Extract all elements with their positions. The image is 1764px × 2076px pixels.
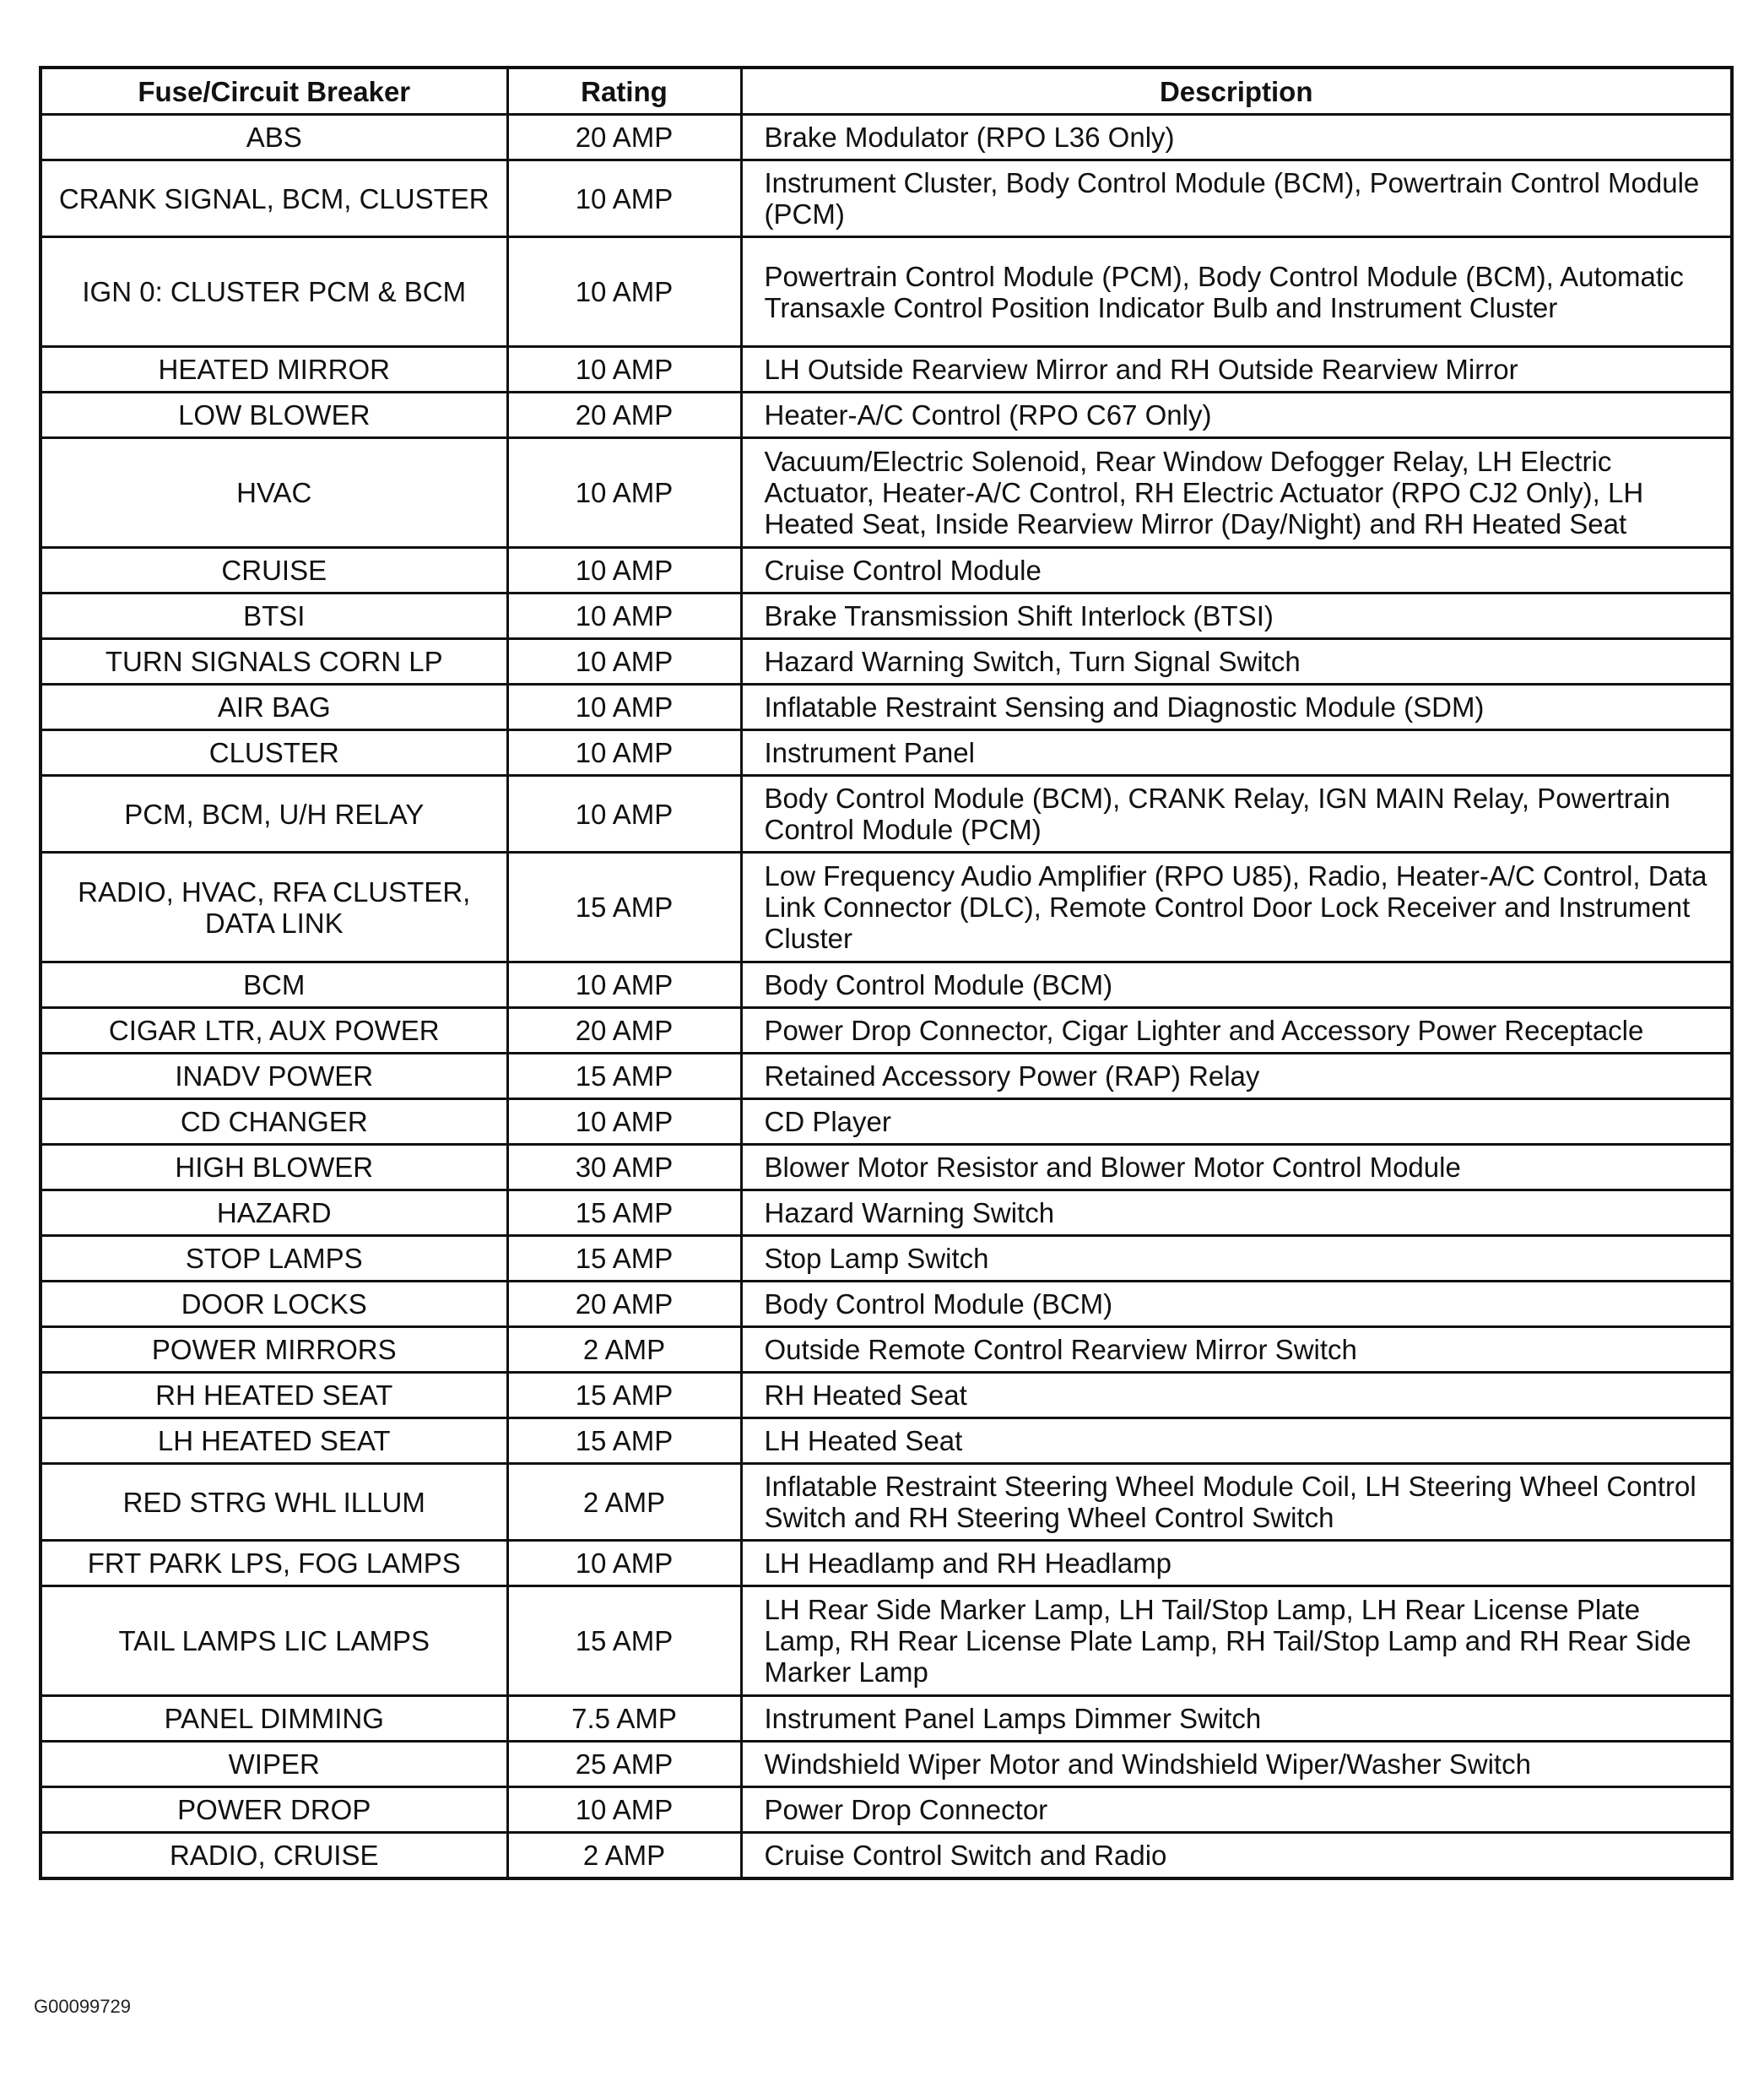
- rating-cell: 10 AMP: [507, 438, 741, 548]
- description-cell: Power Drop Connector: [741, 1787, 1732, 1833]
- description-cell: Hazard Warning Switch, Turn Signal Switch: [741, 639, 1732, 685]
- fuse-cell: HAZARD: [41, 1190, 507, 1236]
- rating-cell: 10 AMP: [507, 730, 741, 776]
- fuse-cell: HEATED MIRROR: [41, 347, 507, 393]
- fuse-table: [39, 66, 1734, 1880]
- fuse-cell: LH HEATED SEAT: [41, 1418, 507, 1464]
- rating-cell: 2 AMP: [507, 1833, 741, 1879]
- rating-cell: 15 AMP: [507, 1190, 741, 1236]
- fuse-cell: PCM, BCM, U/H RELAY: [41, 776, 507, 853]
- table-row: [41, 1008, 1732, 1054]
- fuse-cell: DOOR LOCKS: [41, 1282, 507, 1327]
- description-cell: Brake Modulator (RPO L36 Only): [741, 115, 1732, 160]
- fuse-cell: CIGAR LTR, AUX POWER: [41, 1008, 507, 1054]
- table-row: [41, 1145, 1732, 1190]
- rating-cell: 20 AMP: [507, 115, 741, 160]
- table-row: [41, 438, 1732, 548]
- fuse-cell: TAIL LAMPS LIC LAMPS: [41, 1586, 507, 1696]
- rating-cell: 2 AMP: [507, 1327, 741, 1373]
- rating-cell: 10 AMP: [507, 594, 741, 639]
- description-cell: Inflatable Restraint Steering Wheel Module Coil, LH Steering Wheel Control Switch and RH Steering Wheel Control Switch: [741, 1464, 1732, 1541]
- description-cell: LH Heated Seat: [741, 1418, 1732, 1464]
- table-row: [41, 548, 1732, 594]
- description-cell: CD Player: [741, 1099, 1732, 1145]
- fuse-cell: FRT PARK LPS, FOG LAMPS: [41, 1541, 507, 1586]
- description-cell: Cruise Control Switch and Radio: [741, 1833, 1732, 1879]
- table-row: [41, 1541, 1732, 1586]
- table-row: [41, 853, 1732, 962]
- table-row: [41, 160, 1732, 237]
- table-row: [41, 685, 1732, 730]
- table-row: [41, 1327, 1732, 1373]
- description-cell: Body Control Module (BCM), CRANK Relay, IGN MAIN Relay, Powertrain Control Module (PCM): [741, 776, 1732, 853]
- description-cell: Power Drop Connector, Cigar Lighter and Accessory Power Receptacle: [741, 1008, 1732, 1054]
- fuse-cell: RADIO, HVAC, RFA CLUSTER, DATA LINK: [41, 853, 507, 962]
- description-cell: Powertrain Control Module (PCM), Body Control Module (BCM), Automatic Transaxle Control Position Indicator Bulb and Instrument Cluster: [741, 237, 1732, 347]
- table-row: [41, 237, 1732, 347]
- description-cell: Blower Motor Resistor and Blower Motor Control Module: [741, 1145, 1732, 1190]
- fuse-cell: CRANK SIGNAL, BCM, CLUSTER: [41, 160, 507, 237]
- description-cell: Low Frequency Audio Amplifier (RPO U85), Radio, Heater-A/C Control, Data Link Connector (DLC), Remote Control Door Lock Receiver and Instrument Cluster: [741, 853, 1732, 962]
- fuse-cell: RED STRG WHL ILLUM: [41, 1464, 507, 1541]
- description-cell: Heater-A/C Control (RPO C67 Only): [741, 393, 1732, 438]
- description-cell: Vacuum/Electric Solenoid, Rear Window Defogger Relay, LH Electric Actuator, Heater-A/C Control, RH Electric Actuator (RPO CJ2 Only), LH Heated Seat, Inside Rearview Mirror (Day/Night) and RH Heated Seat: [741, 438, 1732, 548]
- rating-cell: 7.5 AMP: [507, 1696, 741, 1742]
- table-row: [41, 1099, 1732, 1145]
- description-cell: LH Outside Rearview Mirror and RH Outside Rearview Mirror: [741, 347, 1732, 393]
- fuse-cell: TURN SIGNALS CORN LP: [41, 639, 507, 685]
- table-row: [41, 1742, 1732, 1787]
- table-body: [41, 115, 1732, 1879]
- rating-cell: 20 AMP: [507, 1008, 741, 1054]
- header-fuse: Fuse/Circuit Breaker: [41, 68, 507, 115]
- description-cell: Body Control Module (BCM): [741, 962, 1732, 1008]
- description-cell: Inflatable Restraint Sensing and Diagnostic Module (SDM): [741, 685, 1732, 730]
- fuse-cell: INADV POWER: [41, 1054, 507, 1099]
- fuse-cell: STOP LAMPS: [41, 1236, 507, 1282]
- fuse-cell: RH HEATED SEAT: [41, 1373, 507, 1418]
- fuse-cell: PANEL DIMMING: [41, 1696, 507, 1742]
- description-cell: LH Rear Side Marker Lamp, LH Tail/Stop Lamp, LH Rear License Plate Lamp, RH Rear License Plate Lamp, RH Tail/Stop Lamp and RH Rear Side Marker Lamp: [741, 1586, 1732, 1696]
- rating-cell: 20 AMP: [507, 393, 741, 438]
- table-row: [41, 1373, 1732, 1418]
- rating-cell: 10 AMP: [507, 1099, 741, 1145]
- description-cell: Outside Remote Control Rearview Mirror Switch: [741, 1327, 1732, 1373]
- rating-cell: 10 AMP: [507, 639, 741, 685]
- table-row: [41, 347, 1732, 393]
- description-cell: RH Heated Seat: [741, 1373, 1732, 1418]
- rating-cell: 10 AMP: [507, 962, 741, 1008]
- fuse-cell: RADIO, CRUISE: [41, 1833, 507, 1879]
- description-cell: Stop Lamp Switch: [741, 1236, 1732, 1282]
- rating-cell: 10 AMP: [507, 347, 741, 393]
- description-cell: Instrument Panel Lamps Dimmer Switch: [741, 1696, 1732, 1742]
- table-row: [41, 730, 1732, 776]
- table-row: [41, 1418, 1732, 1464]
- fuse-cell: ABS: [41, 115, 507, 160]
- description-cell: Brake Transmission Shift Interlock (BTSI): [741, 594, 1732, 639]
- fuse-cell: HVAC: [41, 438, 507, 548]
- table-row: [41, 594, 1732, 639]
- rating-cell: 10 AMP: [507, 237, 741, 347]
- table-row: [41, 1054, 1732, 1099]
- description-cell: Instrument Cluster, Body Control Module (BCM), Powertrain Control Module (PCM): [741, 160, 1732, 237]
- description-cell: Cruise Control Module: [741, 548, 1732, 594]
- fuse-cell: BTSI: [41, 594, 507, 639]
- description-cell: Hazard Warning Switch: [741, 1190, 1732, 1236]
- fuse-cell: LOW BLOWER: [41, 393, 507, 438]
- rating-cell: 10 AMP: [507, 685, 741, 730]
- table-row: [41, 1833, 1732, 1879]
- table-row: [41, 1586, 1732, 1696]
- table-row: [41, 776, 1732, 853]
- rating-cell: 15 AMP: [507, 1586, 741, 1696]
- fuse-cell: BCM: [41, 962, 507, 1008]
- rating-cell: 15 AMP: [507, 1373, 741, 1418]
- fuse-cell: POWER DROP: [41, 1787, 507, 1833]
- table-row: [41, 962, 1732, 1008]
- rating-cell: 20 AMP: [507, 1282, 741, 1327]
- table-row: [41, 393, 1732, 438]
- fuse-cell: CLUSTER: [41, 730, 507, 776]
- description-cell: Retained Accessory Power (RAP) Relay: [741, 1054, 1732, 1099]
- rating-cell: 10 AMP: [507, 160, 741, 237]
- header-rating: Rating: [507, 68, 741, 115]
- table-row: [41, 1464, 1732, 1541]
- table-row: [41, 115, 1732, 160]
- table-row: [41, 1236, 1732, 1282]
- table-row: [41, 1282, 1732, 1327]
- figure-id: G00099729: [34, 1996, 131, 2017]
- description-cell: Instrument Panel: [741, 730, 1732, 776]
- description-cell: LH Headlamp and RH Headlamp: [741, 1541, 1732, 1586]
- rating-cell: 15 AMP: [507, 1418, 741, 1464]
- fuse-cell: AIR BAG: [41, 685, 507, 730]
- fuse-cell: WIPER: [41, 1742, 507, 1787]
- rating-cell: 10 AMP: [507, 1787, 741, 1833]
- header-description: Description: [741, 68, 1732, 115]
- rating-cell: 10 AMP: [507, 1541, 741, 1586]
- table-row: [41, 1190, 1732, 1236]
- fuse-cell: CD CHANGER: [41, 1099, 507, 1145]
- table-row: [41, 1787, 1732, 1833]
- fuse-cell: IGN 0: CLUSTER PCM & BCM: [41, 237, 507, 347]
- rating-cell: 10 AMP: [507, 776, 741, 853]
- description-cell: Body Control Module (BCM): [741, 1282, 1732, 1327]
- table-row: [41, 1696, 1732, 1742]
- header-row: [41, 68, 1732, 115]
- description-cell: Windshield Wiper Motor and Windshield Wiper/Washer Switch: [741, 1742, 1732, 1787]
- rating-cell: 15 AMP: [507, 853, 741, 962]
- rating-cell: 30 AMP: [507, 1145, 741, 1190]
- table-row: [41, 639, 1732, 685]
- rating-cell: 15 AMP: [507, 1054, 741, 1099]
- rating-cell: 2 AMP: [507, 1464, 741, 1541]
- fuse-cell: CRUISE: [41, 548, 507, 594]
- rating-cell: 25 AMP: [507, 1742, 741, 1787]
- fuse-cell: POWER MIRRORS: [41, 1327, 507, 1373]
- rating-cell: 15 AMP: [507, 1236, 741, 1282]
- fuse-cell: HIGH BLOWER: [41, 1145, 507, 1190]
- rating-cell: 10 AMP: [507, 548, 741, 594]
